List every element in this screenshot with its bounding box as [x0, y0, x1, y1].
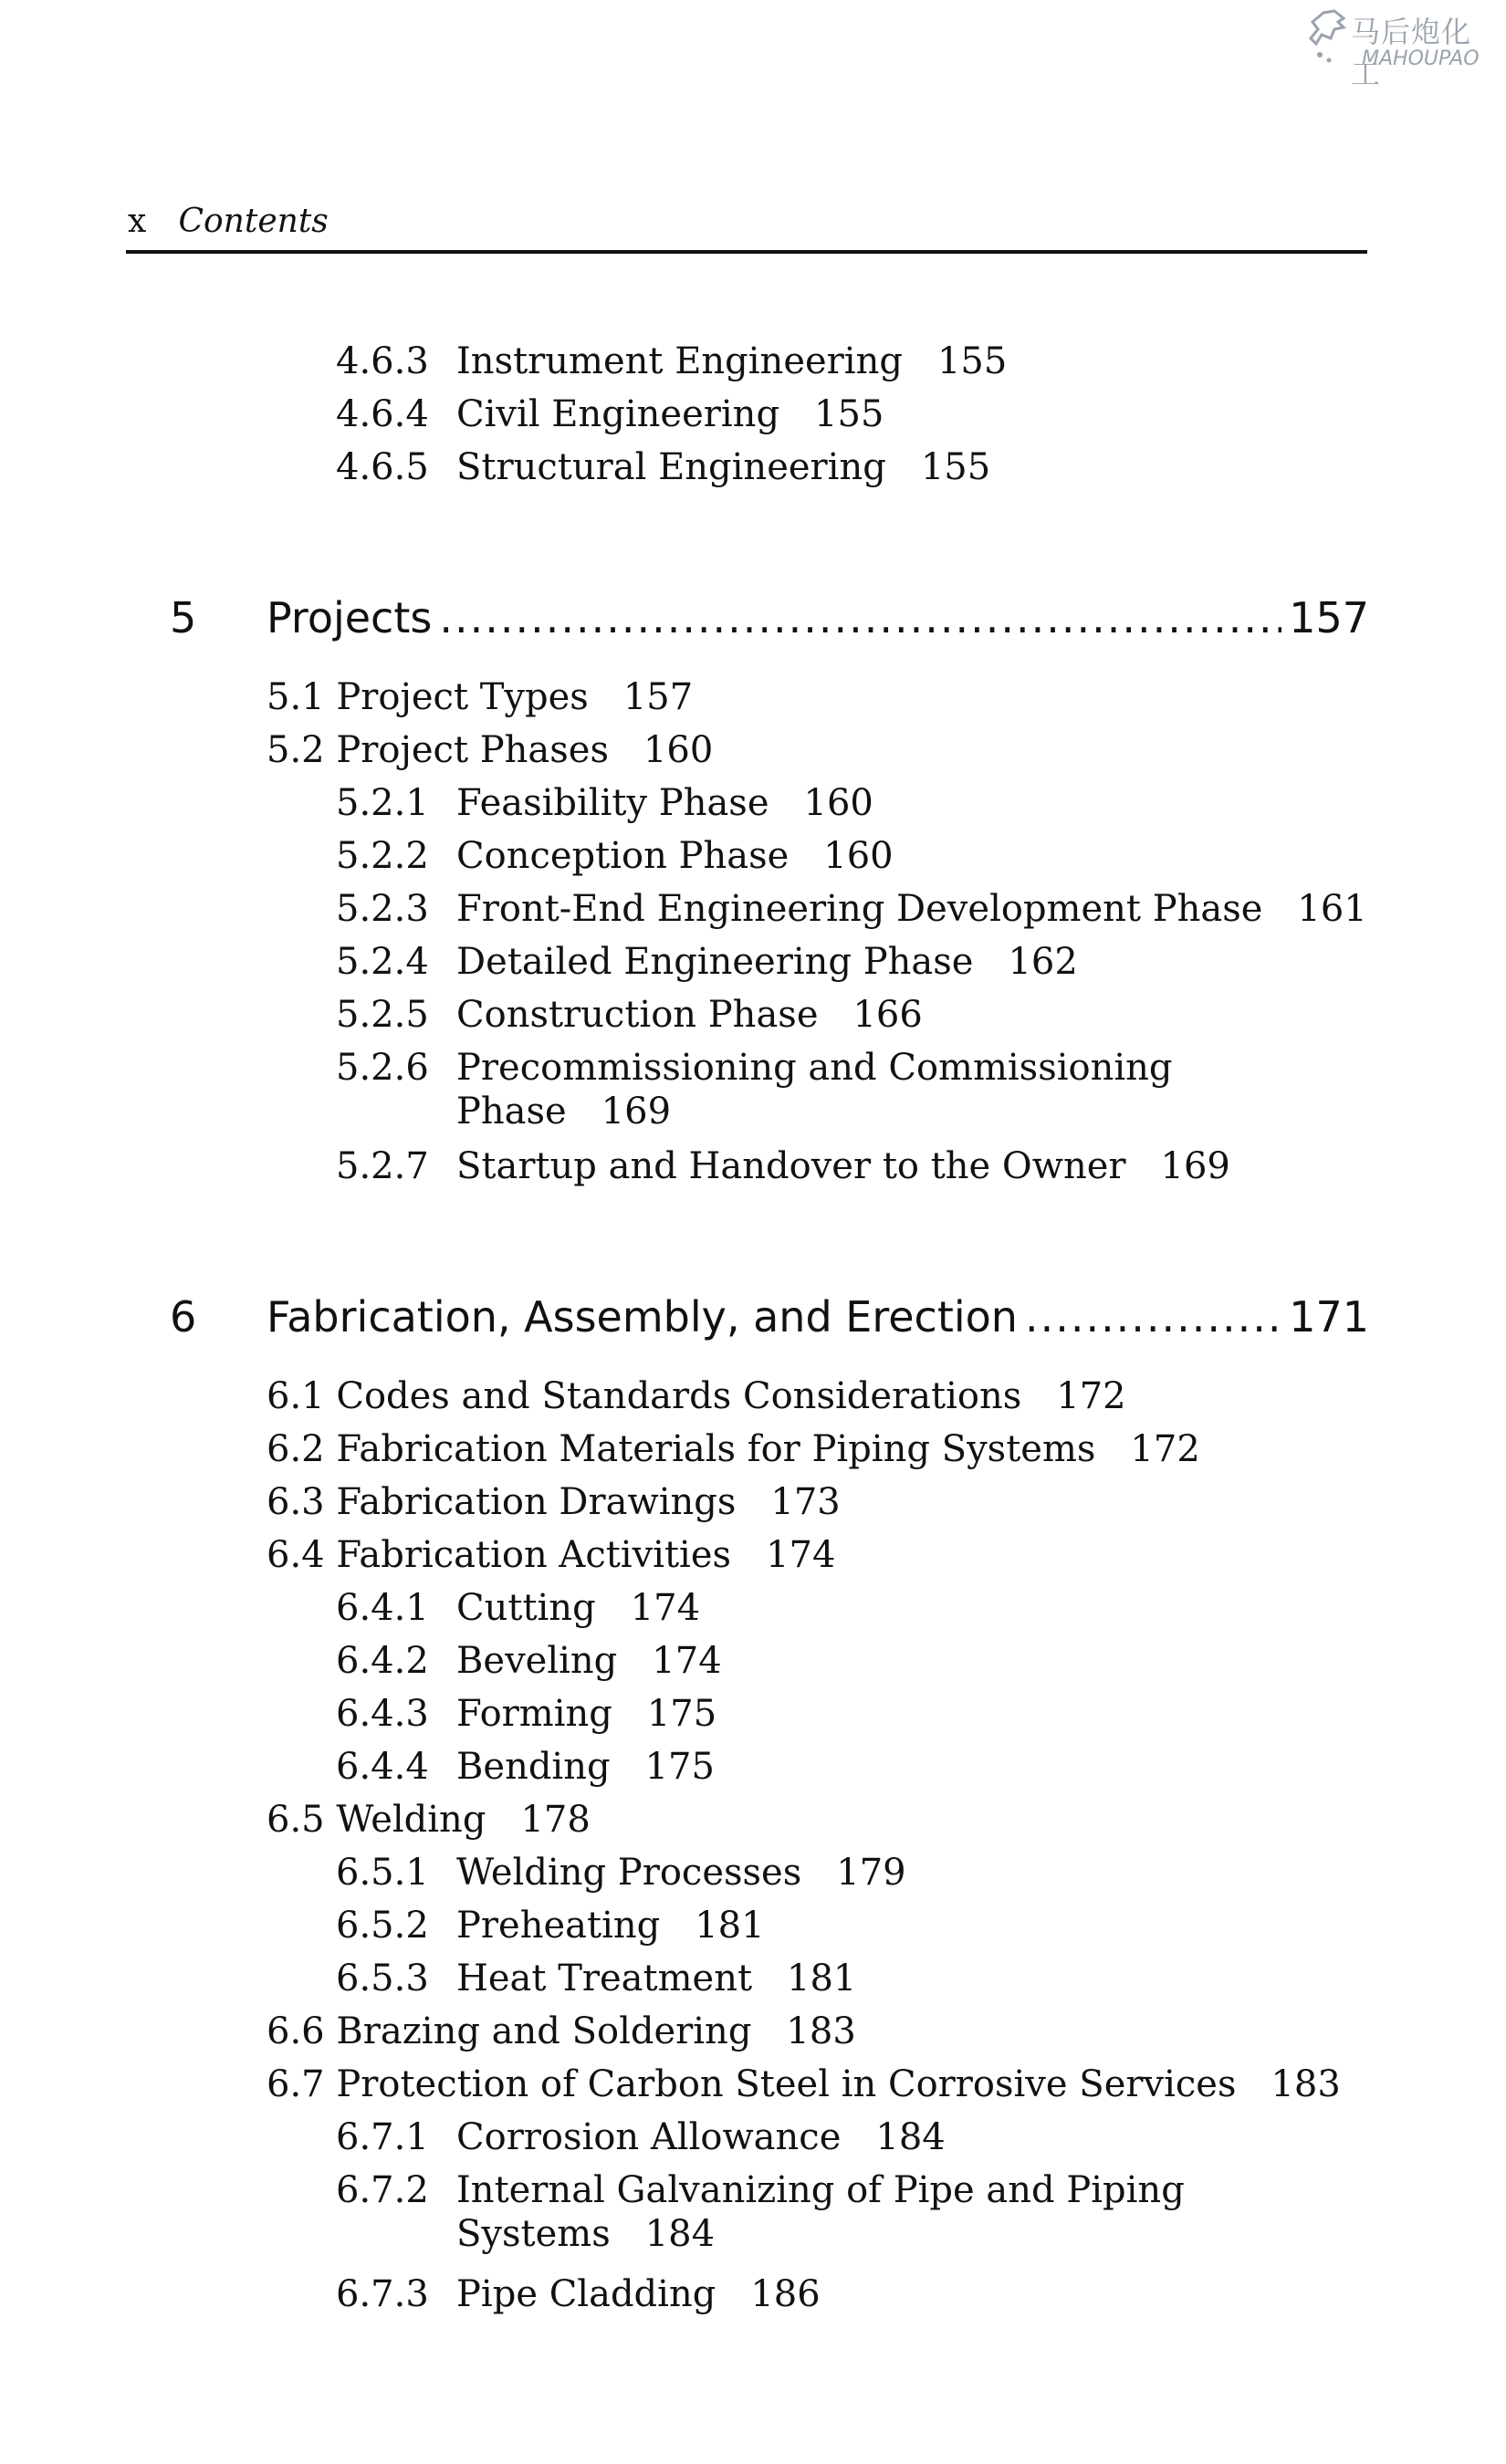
- watermark-logo: [1307, 5, 1499, 91]
- toc-entry[interactable]: 4.6.3 Instrument Engineering 155: [336, 340, 1008, 382]
- toc-entry[interactable]: 5.2.7 Startup and Handover to the Owner 169: [336, 1145, 1230, 1187]
- toc-entry[interactable]: 6.7.3 Pipe Cladding 186: [336, 2273, 821, 2315]
- toc-entry[interactable]: 6.7.2 Internal Galvanizing of Pipe and Piping Systems 184: [336, 2169, 1185, 2255]
- chapter-heading-5[interactable]: [170, 593, 1369, 648]
- toc-entry[interactable]: 6.6 Brazing and Soldering 183: [267, 2010, 856, 2052]
- header-page-number: x: [128, 203, 147, 240]
- running-header: [128, 203, 329, 240]
- chapter-page: 171: [1289, 1292, 1369, 1342]
- dot-leader: [1025, 1292, 1281, 1342]
- chapter-number: 5: [170, 593, 197, 642]
- toc-entry[interactable]: 6.4.4 Bending 175: [336, 1746, 715, 1788]
- chapter-number: 6: [170, 1292, 197, 1342]
- dot-leader: [439, 593, 1281, 642]
- toc-entry[interactable]: 6.2 Fabrication Materials for Piping Systems 172: [267, 1428, 1200, 1470]
- toc-entry[interactable]: 6.5.2 Preheating 181: [336, 1905, 765, 1947]
- toc-entry[interactable]: 6.3 Fabrication Drawings 173: [267, 1481, 841, 1523]
- watermark-english-text: MAHOUPAO: [1362, 47, 1480, 70]
- toc-entry[interactable]: 5.2.4 Detailed Engineering Phase 162: [336, 941, 1078, 983]
- toc-entry[interactable]: 4.6.5 Structural Engineering 155: [336, 446, 991, 488]
- toc-entry[interactable]: 6.4.1 Cutting 174: [336, 1587, 701, 1629]
- toc-entry[interactable]: 6.5 Welding 178: [267, 1799, 591, 1841]
- toc-entry[interactable]: 6.1 Codes and Standards Considerations 172: [267, 1375, 1126, 1417]
- toc-entry[interactable]: 5.2.3 Front-End Engineering Development Phase 161: [336, 888, 1367, 930]
- chapter-heading-6[interactable]: [170, 1292, 1369, 1347]
- chapter-page: 157: [1289, 593, 1369, 642]
- toc-entry[interactable]: 4.6.4 Civil Engineering 155: [336, 393, 884, 435]
- header-title: Contents: [178, 203, 329, 240]
- toc-entry[interactable]: 5.1 Project Types 157: [267, 676, 694, 718]
- header-rule: [126, 250, 1367, 254]
- toc-entry[interactable]: 5.2.5 Construction Phase 166: [336, 994, 923, 1036]
- mahoupao-logo-icon: [1307, 7, 1354, 71]
- toc-entry[interactable]: 6.5.1 Welding Processes 179: [336, 1852, 906, 1894]
- toc-entry[interactable]: 5.2.6 Precommissioning and Commissioning Phase 169: [336, 1047, 1173, 1133]
- toc-entry[interactable]: 5.2 Project Phases 160: [267, 729, 714, 771]
- toc-entry[interactable]: 6.4 Fabrication Activities 174: [267, 1534, 836, 1576]
- chapter-title: Fabrication, Assembly, and Erection: [267, 1292, 1018, 1342]
- toc-entry[interactable]: 6.5.3 Heat Treatment 181: [336, 1958, 857, 1999]
- toc-entry[interactable]: 5.2.2 Conception Phase 160: [336, 835, 894, 877]
- chapter-title: Projects: [267, 593, 433, 642]
- watermark-chinese-text: 马后炮化工: [1351, 15, 1472, 91]
- toc-entry[interactable]: 5.2.1 Feasibility Phase 160: [336, 782, 873, 824]
- toc-entry[interactable]: 6.7.1 Corrosion Allowance 184: [336, 2116, 946, 2158]
- toc-entry[interactable]: 6.7 Protection of Carbon Steel in Corrosive Services 183: [267, 2063, 1341, 2105]
- toc-entry[interactable]: 6.4.3 Forming 175: [336, 1693, 717, 1735]
- toc-entry[interactable]: 6.4.2 Beveling 174: [336, 1640, 722, 1682]
